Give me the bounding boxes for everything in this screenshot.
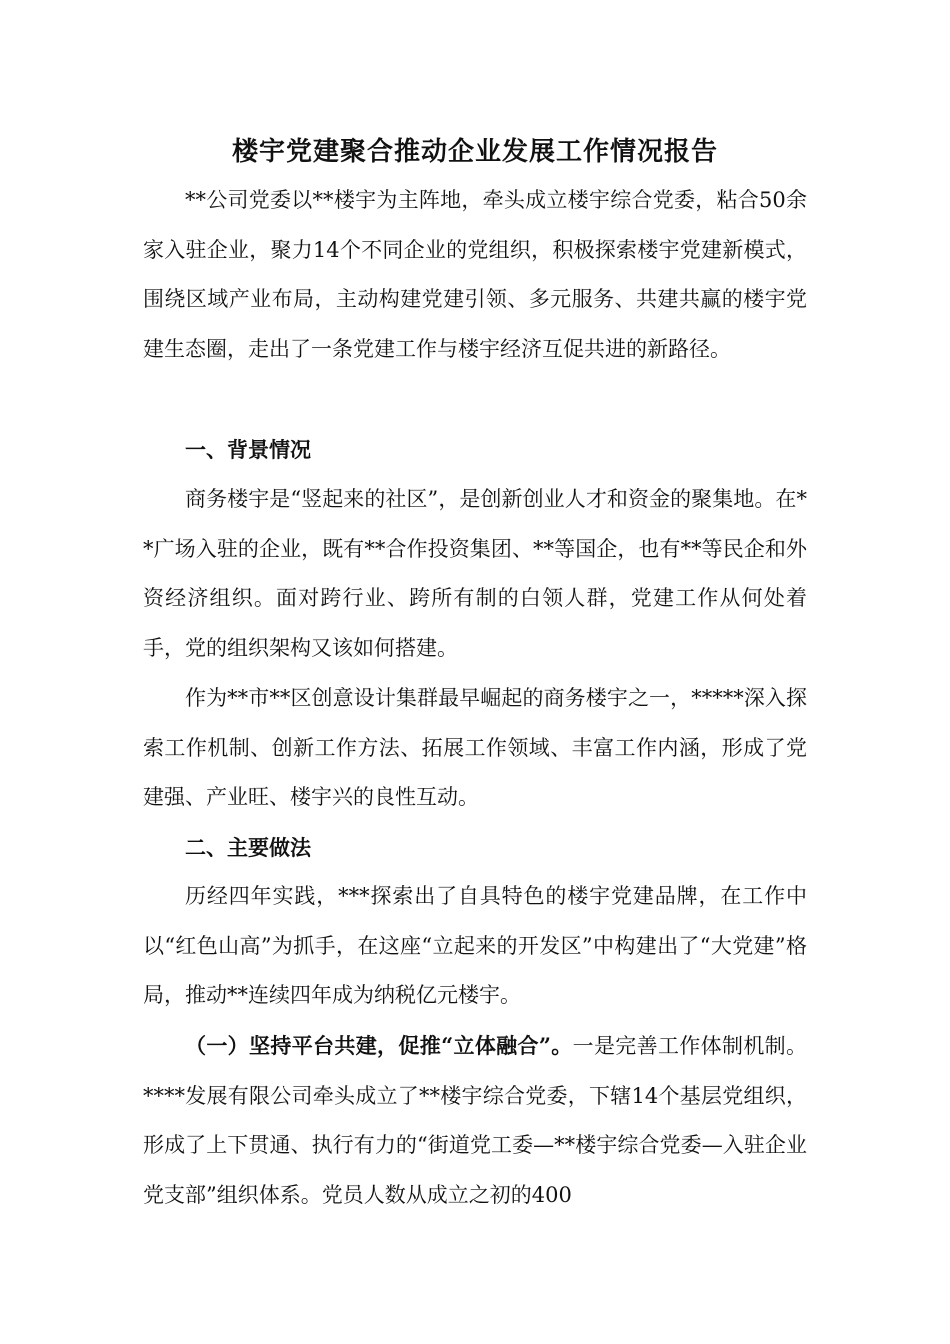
main-practices-paragraph: 历经四年实践，***探索出了自具特色的楼宇党建品牌，在工作中以“红色山高”为抓手，在这座“立起来的开发区”中构建出了“大党建”格局，推动**连续四年成为纳税亿元楼宇。 — [143, 884, 807, 1008]
background-paragraph-1: 商务楼宇是“竖起来的社区”，是创新创业人才和资金的聚集地。在**广场入驻的企业，既有**合作投资集团、**等国企，也有**等民企和外资经济组织。面对跨行业、跨所有制的白领人群，党建工作从何处着手，党的组织架构又该如何搭建。 — [143, 487, 807, 660]
intro-paragraph: **公司党委以**楼宇为主阵地，牵头成立楼宇综合党委，粘合50余家入驻企业，聚力14个不同企业的党组织，积极探索楼宇党建新模式，围绕区域产业布局，主动构建党建引领、多元服务、共建共赢的楼宇党建生态圈，走出了一条党建工作与楼宇经济互促共进的新路径。 — [143, 188, 807, 361]
subsection-lead-heading: （一）坚持平台共建，促推“立体融合”。 — [185, 1033, 573, 1058]
background-paragraph-2: 作为**市**区创意设计集群最早崛起的商务楼宇之一，*****深入探索工作机制、创新工作方法、拓展工作领域、丰富工作内涵，形成了党建强、产业旺、楼宇兴的良性互动。 — [143, 686, 807, 810]
document-title: 楼宇党建聚合推动企业发展工作情况报告 — [231, 137, 718, 167]
section-heading-main-practices: 二、主要做法 — [185, 835, 311, 860]
subsection-body-text: 一是完善工作体制机制。****发展有限公司牵头成立了**楼宇综合党委，下辖14个基层党组织，形成了上下贯通、执行有力的“街道党工委—**楼宇综合党委—入驻企业党支部”组织体系。党员人数从成立之初的400 — [143, 1034, 807, 1207]
subsection-paragraph-1 — [143, 1021, 807, 1220]
section-heading-background: 一、背景情况 — [185, 437, 311, 462]
